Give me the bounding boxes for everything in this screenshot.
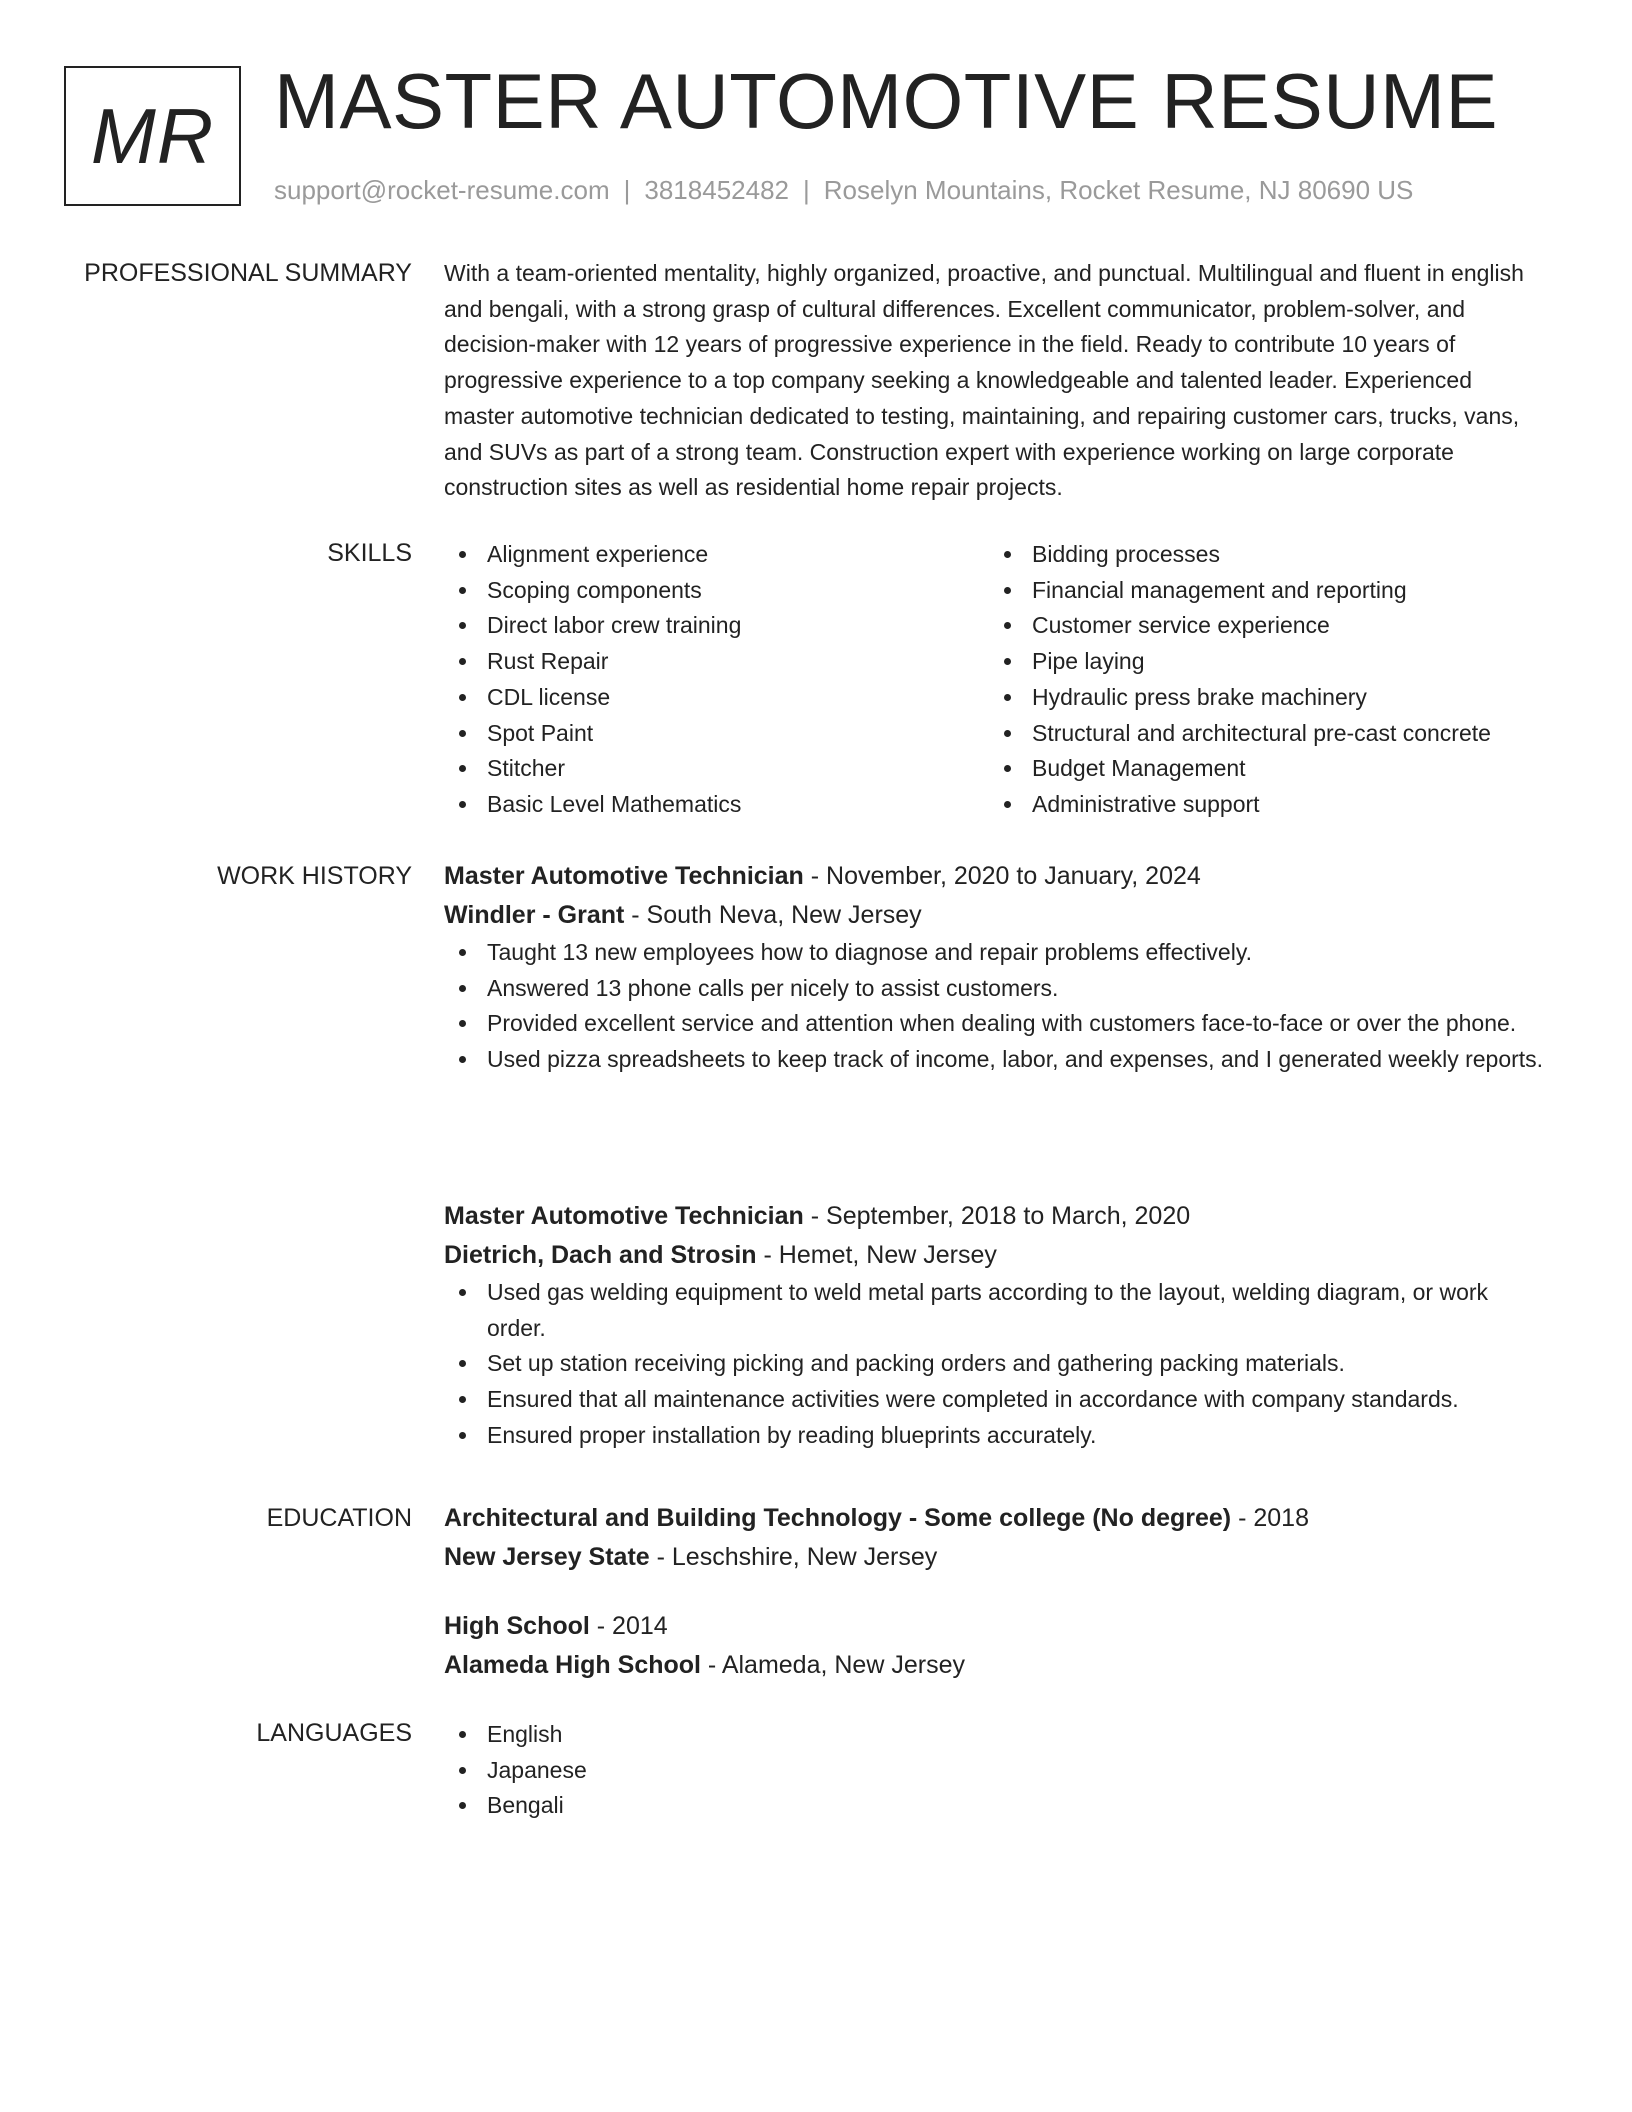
degree-year: - 2018 <box>1231 1504 1309 1532</box>
job-duty: Answered 13 phone calls per nicely to assist customers. <box>444 971 1544 1007</box>
skill-item: Spot Paint <box>444 716 989 752</box>
school-name: Alameda High School <box>444 1651 701 1679</box>
skill-item: Structural and architectural pre-cast concrete <box>989 716 1534 752</box>
work-history-heading: WORK HISTORY <box>217 862 412 890</box>
job-duty: Used gas welding equipment to weld metal parts according to the layout, welding diagram, or work order. <box>444 1275 1544 1346</box>
summary-heading: PROFESSIONAL SUMMARY <box>84 259 412 287</box>
skill-item: Scoping components <box>444 573 989 609</box>
language-item: Japanese <box>444 1753 1544 1789</box>
skill-item: Direct labor crew training <box>444 608 989 644</box>
monogram-badge: MR <box>64 66 241 206</box>
skill-item: Rust Repair <box>444 644 989 680</box>
contact-separator: | <box>803 175 810 205</box>
job-company-line <box>444 896 1544 935</box>
job-duty: Provided excellent service and attention when dealing with customers face-to-face or over the phone. <box>444 1006 1544 1042</box>
skills-right-list <box>989 537 1534 823</box>
contact-line <box>274 175 1413 205</box>
skill-item: Alignment experience <box>444 537 989 573</box>
education-heading: EDUCATION <box>266 1504 412 1532</box>
job-dates: - September, 2018 to March, 2020 <box>803 1202 1191 1230</box>
job-title-line <box>444 1197 1544 1236</box>
job-duty: Set up station receiving picking and packing orders and gathering packing materials. <box>444 1346 1544 1382</box>
skill-item: Financial management and reporting <box>989 573 1534 609</box>
job-company: Windler - Grant <box>444 901 625 929</box>
skill-item: Pipe laying <box>989 644 1534 680</box>
skill-item: Budget Management <box>989 751 1534 787</box>
school-location: - Leschshire, New Jersey <box>649 1543 938 1571</box>
language-item: English <box>444 1717 1544 1753</box>
job-dates: - November, 2020 to January, 2024 <box>803 862 1201 890</box>
job-duty: Taught 13 new employees how to diagnose and repair problems effectively. <box>444 935 1544 971</box>
education-entry <box>444 1499 1544 1577</box>
job-duties-list <box>444 935 1544 1078</box>
school-name: New Jersey State <box>444 1543 650 1571</box>
job-company: Dietrich, Dach and Strosin <box>444 1241 757 1269</box>
skill-item: Basic Level Mathematics <box>444 787 989 823</box>
skills-left-list <box>444 537 989 823</box>
resume-title: MASTER AUTOMOTIVE RESUME <box>274 57 1499 145</box>
school-line <box>444 1538 1544 1577</box>
languages-list <box>444 1717 1544 1824</box>
summary-text: With a team-oriented mentality, highly organized, proactive, and punctual. Multilingual and fluent in english and bengali, with a strong grasp of cultural differences. Excellent communicator, problem-solver, and decision-maker with 12 years of progressive experience in the field. Ready to contribute 10 years of progressive experience to a top company seeking a knowledgeable and talented leader. Experienced master automotive technician dedicated to testing, maintaining, and repairing customer cars, trucks, vans, and SUVs as part of a strong team. Construction expert with experience working on large corporate construction sites as well as residential home repair projects. <box>444 260 1524 501</box>
skill-item: Stitcher <box>444 751 989 787</box>
skills-grid <box>444 537 1544 823</box>
degree-name: Architectural and Building Technology - Some college (No degree) <box>444 1504 1232 1532</box>
language-item: Bengali <box>444 1788 1544 1824</box>
degree-line <box>444 1607 1544 1646</box>
contact-address: Roselyn Mountains, Rocket Resume, NJ 80690 US <box>823 175 1414 205</box>
job-location: - Hemet, New Jersey <box>756 1241 997 1269</box>
job-location: - South Neva, New Jersey <box>624 901 922 929</box>
degree-year: - 2014 <box>589 1612 668 1640</box>
job-duty: Used pizza spreadsheets to keep track of income, labor, and expenses, and I generated weekly reports. <box>444 1042 1544 1078</box>
school-location: - Alameda, New Jersey <box>700 1651 965 1679</box>
education-entry <box>444 1607 1544 1685</box>
skills-heading: SKILLS <box>327 539 412 567</box>
languages-heading: LANGUAGES <box>256 1719 412 1747</box>
skill-item: Customer service experience <box>989 608 1534 644</box>
school-line <box>444 1646 1544 1685</box>
job-title: Master Automotive Technician <box>444 862 804 890</box>
skill-item: Administrative support <box>989 787 1534 823</box>
contact-email: support@rocket-resume.com <box>274 175 610 205</box>
contact-phone: 3818452482 <box>644 175 789 205</box>
job-duty: Ensured proper installation by reading blueprints accurately. <box>444 1418 1544 1454</box>
skill-item: CDL license <box>444 680 989 716</box>
languages-section <box>444 1717 1544 1824</box>
skill-item: Bidding processes <box>989 537 1534 573</box>
summary-section <box>444 256 1544 506</box>
job-title-line <box>444 857 1544 896</box>
contact-separator: | <box>623 175 631 205</box>
job-entry <box>444 1197 1544 1454</box>
degree-line <box>444 1499 1544 1538</box>
job-company-line <box>444 1236 1544 1275</box>
job-entry <box>444 857 1544 1078</box>
job-duty: Ensured that all maintenance activities were completed in accordance with company standards. <box>444 1382 1544 1418</box>
skills-section <box>444 537 1544 823</box>
job-title: Master Automotive Technician <box>444 1202 804 1230</box>
job-duties-list <box>444 1275 1544 1454</box>
skill-item: Hydraulic press brake machinery <box>989 680 1534 716</box>
degree-name: High School <box>444 1612 590 1640</box>
